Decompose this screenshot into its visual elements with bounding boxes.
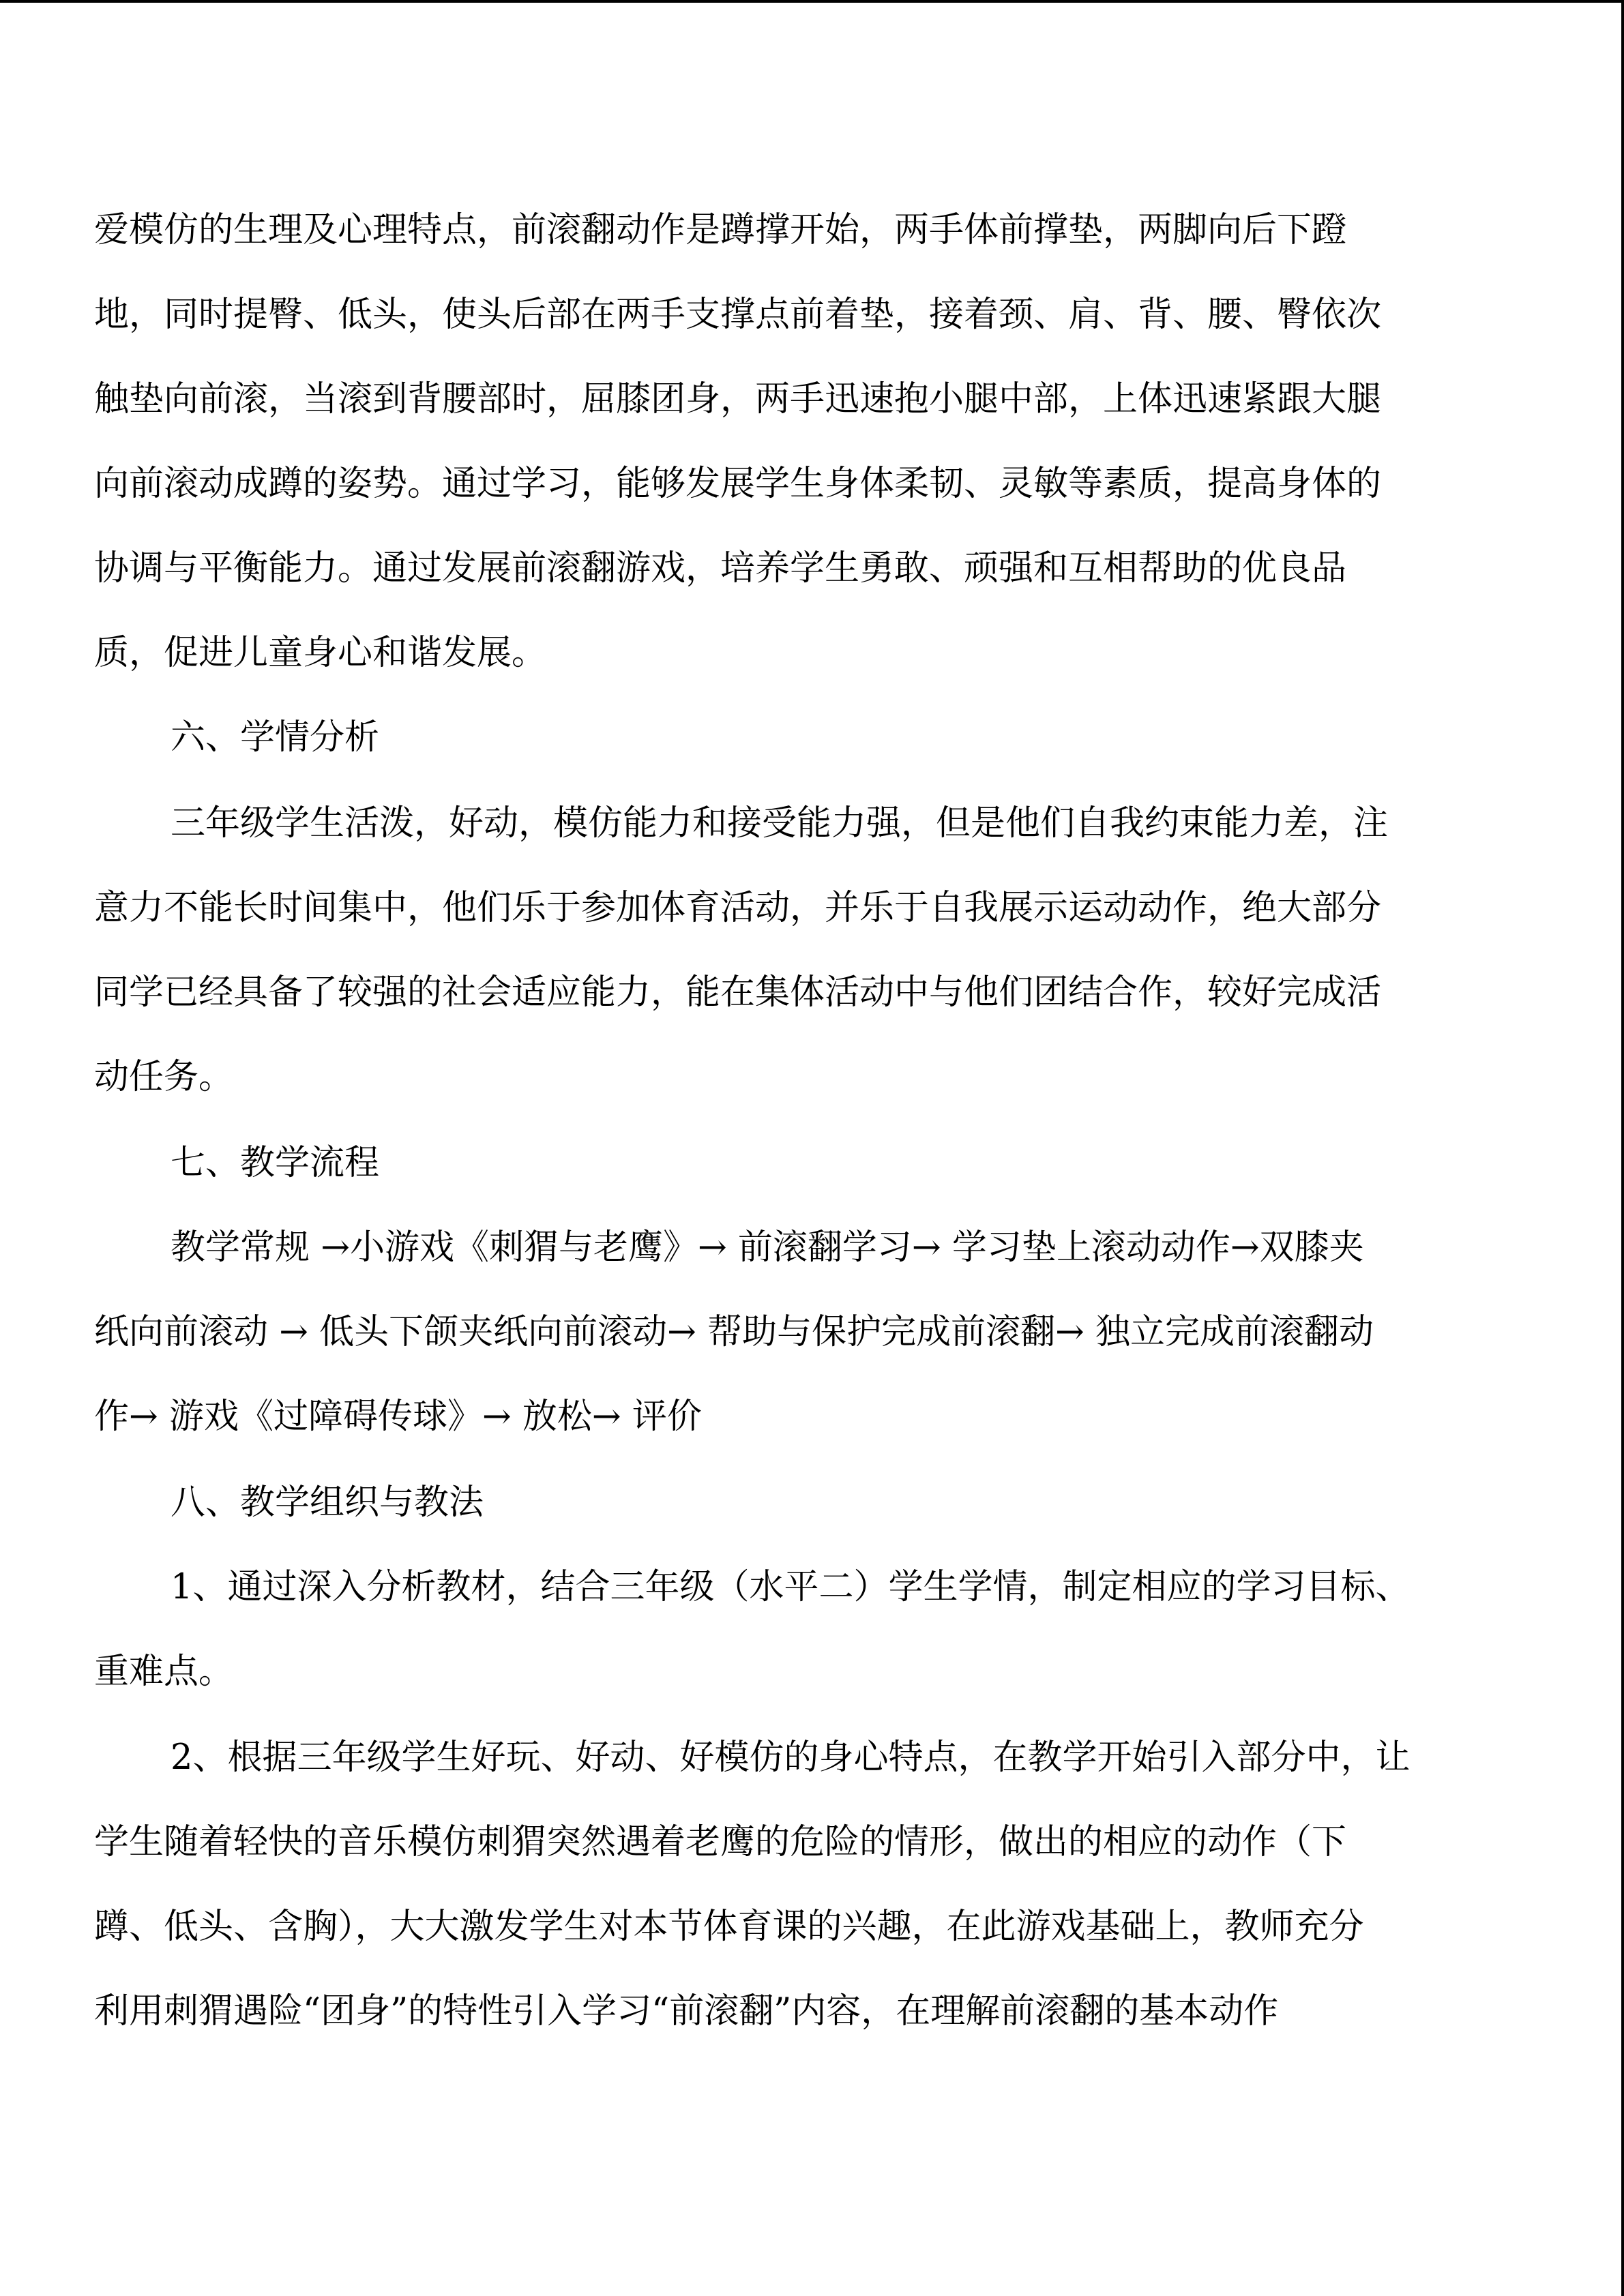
text-line: 触垫向前滚，当滚到背腰部时，屈膝团身，两手迅速抱小腿中部，上体迅速紧跟大腿: [94, 379, 1382, 419]
section-heading: 六、学情分析: [171, 717, 380, 758]
text-line: 2、根据三年级学生好玩、好动、好模仿的身心特点，在教学开始引入部分中，让: [171, 1738, 1411, 1778]
text-line: 意力不能长时间集中，他们乐于参加体育活动，并乐于自我展示运动动作，绝大部分: [94, 888, 1382, 928]
text-line: 纸向前滚动 → 低头下颌夹纸向前滚动→ 帮助与保护完成前滚翻→ 独立完成前滚翻动: [94, 1312, 1374, 1352]
text-line: 蹲、低头、含胸），大大激发学生对本节体育课的兴趣，在此游戏基础上，教师充分: [94, 1907, 1364, 1947]
text-line: 教学常规 →小游戏《刺猬与老鹰》→ 前滚翻学习→ 学习垫上滚动动作→双膝夹: [171, 1227, 1364, 1268]
text-line: 学生随着轻快的音乐模仿刺猬突然遇着老鹰的危险的情形，做出的相应的动作（下: [94, 1822, 1347, 1862]
text-line: 质，促进儿童身心和谐发展。: [94, 633, 547, 673]
text-line: 重难点。: [94, 1652, 234, 1692]
text-line: 向前滚动成蹲的姿势。通过学习，能够发展学生身体柔韧、灵敏等素质，提高身体的: [94, 464, 1382, 504]
text-line: 利用刺猬遇险“团身”的特性引入学习“前滚翻”内容，在理解前滚翻的基本动作: [94, 1991, 1279, 2031]
section-heading: 八、教学组织与教法: [171, 1482, 484, 1523]
text-line: 同学已经具备了较强的社会适应能力，能在集体活动中与他们团结合作，较好完成活: [94, 972, 1382, 1013]
section-heading: 七、教学流程: [171, 1143, 380, 1183]
text-line: 动任务。: [94, 1057, 234, 1097]
text-line: 地，同时提臀、低头，使头后部在两手支撑点前着垫，接着颈、肩、背、腰、臀依次: [94, 295, 1382, 335]
text-line: 三年级学生活泼，好动，模仿能力和接受能力强，但是他们自我约束能力差，注: [171, 803, 1389, 844]
text-line: 作→ 游戏《过障碍传球》→ 放松→ 评价: [94, 1397, 702, 1437]
text-line: 协调与平衡能力。通过发展前滚翻游戏，培养学生勇敢、顽强和互相帮助的优良品: [94, 548, 1347, 588]
right-border-line: [1621, 0, 1624, 2296]
text-line: 爱模仿的生理及心理特点，前滚翻动作是蹲撑开始，两手体前撑垫，两脚向后下蹬: [94, 210, 1347, 250]
text-line: 1、通过深入分析教材，结合三年级（水平二）学生学情，制定相应的学习目标、: [171, 1567, 1411, 1607]
top-border-line: [0, 0, 1624, 3]
